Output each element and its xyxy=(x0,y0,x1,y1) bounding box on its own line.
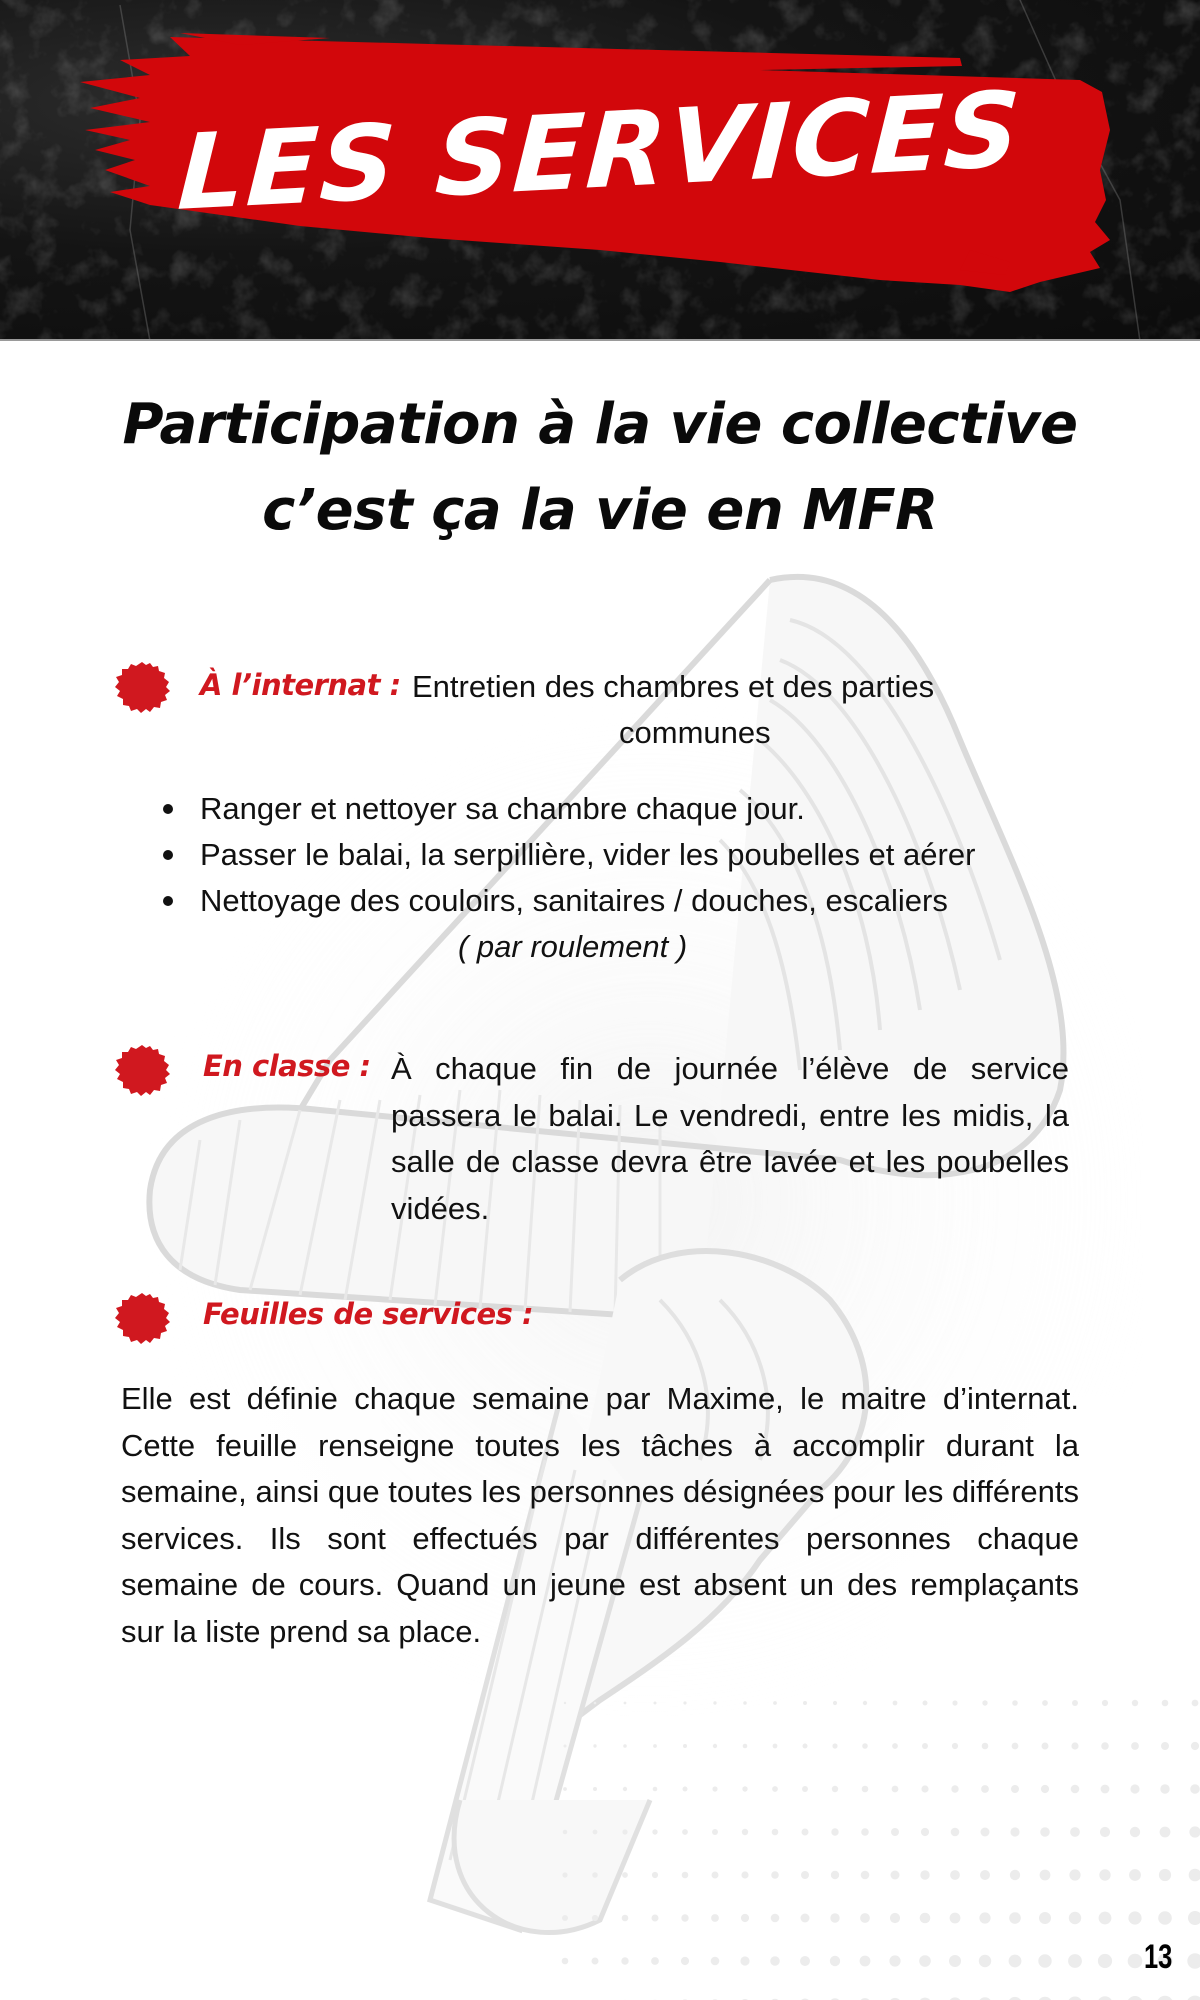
pattern-dot xyxy=(652,1829,657,1834)
pattern-dot xyxy=(833,1701,837,1705)
pattern-dot xyxy=(952,1743,958,1749)
pattern-dot xyxy=(920,1870,929,1879)
pattern-dot xyxy=(979,1955,991,1967)
pattern-dot xyxy=(802,1829,809,1836)
pattern-dot xyxy=(892,1743,898,1749)
pattern-dot xyxy=(592,1958,599,1965)
classe-description: À chaque fin de journée l’élève de service passera le balai. Le vendredi, entre les midis, la salle de classe devra être lavée et les poubelles vidées. xyxy=(391,1051,1069,1226)
pattern-dot xyxy=(622,1915,629,1922)
pattern-dot xyxy=(1012,1743,1019,1750)
pattern-dot xyxy=(681,1914,688,1921)
pattern-dot xyxy=(831,1871,839,1879)
pattern-dot xyxy=(654,1702,657,1705)
pattern-dot xyxy=(979,1912,990,1923)
pattern-dot xyxy=(891,1828,899,1836)
pattern-dot xyxy=(1161,1742,1169,1750)
pattern-dot xyxy=(622,1872,628,1878)
bullet-icon xyxy=(163,804,173,814)
pattern-dot xyxy=(922,1743,928,1749)
rotation-note: ( par roulement ) xyxy=(458,929,688,964)
pattern-dot xyxy=(653,1744,657,1748)
pattern-dot xyxy=(951,1828,960,1837)
pattern-dot xyxy=(563,1830,568,1835)
page-number: 13 xyxy=(1144,1938,1173,1976)
pattern-dot xyxy=(1041,1785,1049,1793)
pattern-dot xyxy=(921,1785,928,1792)
pattern-dot xyxy=(1069,1869,1080,1880)
pattern-dot xyxy=(831,1828,838,1835)
subtitle-line-1: Participation à la vie collective xyxy=(122,392,1078,457)
list-item-text: Ranger et nettoyer sa chambre chaque jour. xyxy=(200,791,805,826)
pattern-dot xyxy=(1038,1954,1051,1967)
pattern-dot xyxy=(1068,1997,1083,2000)
pattern-dot xyxy=(1010,1827,1019,1836)
pattern-dot xyxy=(1101,1785,1110,1794)
pattern-dot xyxy=(562,1915,568,1921)
red-splash-icon xyxy=(113,1043,171,1097)
pattern-dot xyxy=(1009,1955,1022,1968)
pattern-dot xyxy=(682,1829,688,1835)
pattern-dot xyxy=(740,1956,749,1965)
pattern-dot xyxy=(563,1787,567,1791)
pattern-dot xyxy=(1159,1869,1171,1881)
pattern-dot xyxy=(951,1785,958,1792)
internat-intro-line-2: communes xyxy=(619,715,771,750)
pattern-dot xyxy=(652,1872,658,1878)
pattern-dot xyxy=(832,1786,838,1792)
pattern-dot xyxy=(949,1955,961,1967)
pattern-dot xyxy=(771,1914,780,1923)
pattern-dot xyxy=(862,1743,868,1749)
list-item xyxy=(160,832,975,878)
list-item-text: Passer le balai, la serpillière, vider les poubelles et aérer xyxy=(200,837,976,872)
list-item xyxy=(160,786,975,832)
pattern-dot xyxy=(681,1957,689,1965)
internat-task-list xyxy=(160,786,975,924)
pattern-dot xyxy=(860,1913,870,1923)
pattern-dot xyxy=(712,1786,717,1791)
pattern-dot xyxy=(622,1829,627,1834)
pattern-dot xyxy=(1069,1912,1081,1924)
pattern-dot xyxy=(593,1787,597,1791)
pattern-dot xyxy=(1012,1700,1018,1706)
list-item-text: Nettoyage des couloirs, sanitaires / douches, escaliers xyxy=(200,883,948,918)
pattern-dot xyxy=(1162,1700,1169,1707)
pattern-dot xyxy=(1102,1700,1108,1706)
pattern-dot xyxy=(890,1913,900,1923)
pattern-dot xyxy=(683,1701,686,1704)
pattern-dot xyxy=(801,1914,810,1923)
pattern-dot xyxy=(564,1745,567,1748)
pattern-dot xyxy=(1039,1912,1051,1924)
pattern-dot xyxy=(712,1829,718,1835)
pattern-dot xyxy=(801,1871,809,1879)
pattern-dot xyxy=(980,1870,990,1880)
pattern-dot xyxy=(800,1956,810,1966)
pattern-dot xyxy=(773,1744,778,1749)
pattern-dot xyxy=(1100,1827,1110,1837)
pattern-dot xyxy=(982,1743,989,1750)
pattern-dot xyxy=(861,1828,869,1836)
pattern-dot xyxy=(1188,1911,1200,1925)
pattern-dot xyxy=(770,1956,780,1966)
bullet-icon xyxy=(163,896,173,906)
pattern-dot xyxy=(623,1744,627,1748)
pattern-dot xyxy=(1132,1700,1138,1706)
pattern-dot xyxy=(921,1828,929,1836)
red-splash-icon xyxy=(113,660,171,714)
pattern-dot xyxy=(1040,1870,1051,1881)
bullet-icon xyxy=(163,850,173,860)
pattern-dot xyxy=(832,1743,837,1748)
pattern-dot xyxy=(593,1744,596,1747)
pattern-dot xyxy=(892,1786,899,1793)
pattern-dot xyxy=(1099,1912,1112,1925)
pattern-dot xyxy=(1189,1869,1200,1882)
pattern-dot xyxy=(772,1829,779,1836)
section-label-classe: En classe : xyxy=(203,1049,371,1083)
pattern-dot xyxy=(1128,1911,1141,1924)
pattern-dot xyxy=(711,1914,719,1922)
pattern-dot xyxy=(1129,1869,1141,1881)
pattern-dot xyxy=(653,1787,658,1792)
pattern-dot xyxy=(772,1786,778,1792)
pattern-dot xyxy=(981,1785,989,1793)
pattern-dot xyxy=(562,1872,567,1877)
dot-grid-pattern xyxy=(561,1700,1200,2000)
pattern-dot xyxy=(1071,1785,1080,1794)
pattern-dot xyxy=(1070,1827,1080,1837)
pattern-dot xyxy=(1068,1954,1082,1968)
pattern-dot xyxy=(624,1702,627,1705)
pattern-dot xyxy=(1042,1743,1049,1750)
pattern-dot xyxy=(623,1787,627,1791)
pattern-dot xyxy=(1131,1742,1139,1750)
pattern-dot xyxy=(1130,1784,1139,1793)
pattern-dot xyxy=(712,1872,719,1879)
page-title: LES SERVICES xyxy=(175,68,1025,234)
section-label-feuilles: Feuilles de services : xyxy=(203,1297,534,1331)
internat-intro-line-1: Entretien des chambres et des parties xyxy=(412,669,935,704)
red-splash-icon xyxy=(113,1291,171,1345)
pattern-dot xyxy=(651,1957,659,1965)
pattern-dot xyxy=(863,1701,867,1705)
pattern-dot xyxy=(1158,1911,1172,1925)
pattern-dot xyxy=(982,1700,987,1705)
pattern-dot xyxy=(562,1958,569,1965)
pattern-dot xyxy=(889,1955,900,1966)
pattern-dot xyxy=(711,1957,720,1966)
header-banner xyxy=(0,0,1200,341)
pattern-dot xyxy=(1042,1700,1048,1706)
pattern-dot xyxy=(621,1957,628,1964)
pattern-dot xyxy=(1071,1742,1078,1749)
pattern-dot xyxy=(773,1701,777,1705)
pattern-dot xyxy=(594,1702,597,1705)
pattern-dot xyxy=(1099,1869,1110,1880)
pattern-dot xyxy=(713,1744,717,1748)
pattern-dot xyxy=(1128,1954,1143,1969)
pattern-dot xyxy=(592,1915,598,1921)
pattern-dot xyxy=(830,1913,839,1922)
pattern-dot xyxy=(1072,1700,1078,1706)
pattern-dot xyxy=(830,1956,840,1966)
section-label-internat: À l’internat : xyxy=(200,668,401,702)
pattern-dot xyxy=(861,1871,870,1880)
subtitle-line-2: c’est ça la vie en MFR xyxy=(262,478,938,543)
pattern-dot xyxy=(741,1871,748,1878)
pattern-dot xyxy=(803,1701,807,1705)
pattern-dot xyxy=(742,1786,747,1791)
pattern-dot xyxy=(950,1913,961,1924)
pattern-dot xyxy=(683,1744,687,1748)
pattern-dot xyxy=(1101,1742,1109,1750)
pattern-dot xyxy=(803,1744,808,1749)
pattern-dot xyxy=(652,1915,659,1922)
list-item xyxy=(160,878,975,924)
pattern-dot xyxy=(742,1829,748,1835)
pattern-dot xyxy=(952,1700,957,1705)
pattern-dot xyxy=(1187,1996,1200,2000)
pattern-dot xyxy=(593,1830,598,1835)
pattern-dot xyxy=(1192,1700,1199,1707)
pattern-dot xyxy=(683,1787,688,1792)
pattern-dot xyxy=(862,1786,869,1793)
pattern-dot xyxy=(1189,1826,1200,1837)
pattern-dot xyxy=(1098,1954,1112,1968)
pattern-dot xyxy=(1011,1785,1019,1793)
megaphone-icon xyxy=(130,577,1170,1933)
pattern-dot xyxy=(743,1701,747,1705)
pattern-dot xyxy=(923,1701,928,1706)
pattern-dot xyxy=(1160,1827,1171,1838)
feuilles-description: Elle est définie chaque semaine par Maxime, le maitre d’internat. Cette feuille renseigne toutes les tâches à accomplir durant la semaine, ainsi que toutes les personnes désignées pour les différents services. Ils sont effectués par différentes personnes chaque semaine de cours. Quand un jeune est absent un des remplaçants sur la liste prend sa place. xyxy=(121,1381,1079,1649)
pattern-dot xyxy=(741,1914,749,1922)
pattern-dot xyxy=(1191,1742,1199,1750)
pattern-dot xyxy=(893,1701,898,1706)
pattern-dot xyxy=(682,1872,689,1879)
pattern-dot xyxy=(950,1870,960,1880)
pattern-dot xyxy=(1157,1996,1173,2000)
pattern-dot xyxy=(1160,1784,1169,1793)
pattern-dot xyxy=(564,1702,566,1704)
pattern-dot xyxy=(1097,1996,1112,2000)
pattern-dot xyxy=(860,1956,871,1967)
pattern-dot xyxy=(713,1701,716,1704)
pattern-dot xyxy=(1127,1996,1143,2000)
pattern-dot xyxy=(1130,1827,1140,1837)
pattern-dot xyxy=(771,1871,779,1879)
pattern-dot xyxy=(1010,1870,1020,1880)
pattern-dot xyxy=(891,1871,900,1880)
pattern-dot xyxy=(981,1828,990,1837)
pattern-dot xyxy=(1187,1953,1200,1968)
pattern-dot xyxy=(920,1913,931,1924)
pattern-dot xyxy=(743,1744,748,1749)
pattern-dot xyxy=(919,1955,931,1967)
pattern-dot xyxy=(802,1786,808,1792)
pattern-dot xyxy=(1040,1827,1050,1837)
pattern-dot xyxy=(1009,1912,1021,1924)
pattern-dot xyxy=(592,1872,598,1878)
pattern-dot xyxy=(1190,1784,1200,1794)
